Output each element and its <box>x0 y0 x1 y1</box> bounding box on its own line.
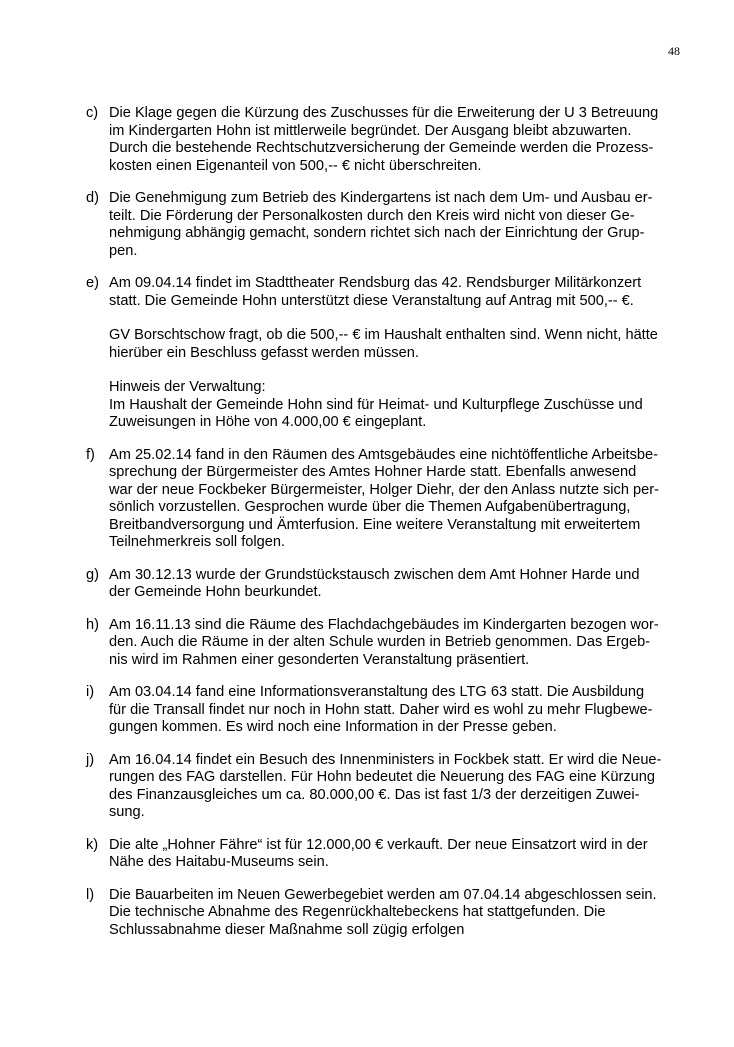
item-marker: d) <box>86 190 99 206</box>
text-line: kosten einen Eigenanteil von 500,-- € nicht überschreiten. <box>109 157 482 174</box>
text-line: rungen des FAG darstellen. Für Hohn bedeutet die Neuerung des FAG eine Kürzung <box>109 769 655 785</box>
text-line: Hinweis der Verwaltung: <box>109 379 266 395</box>
text-line: Durch die bestehende Rechtschutzversicherung der Gemeinde werden die Prozess- <box>109 140 654 156</box>
text-line: Die Klage gegen die Kürzung des Zuschusses für die Erweiterung der U 3 Betreuung <box>109 105 659 121</box>
item-marker: e) <box>86 275 99 291</box>
item-marker: h) <box>86 616 99 633</box>
text-line: sprechung der Bürgermeister des Amtes Hohner Harde statt. Ebenfalls anwesend <box>109 464 637 480</box>
item-paragraph <box>109 190 682 260</box>
list-item <box>86 684 682 737</box>
item-marker: g) <box>86 566 99 583</box>
item-marker: j) <box>86 751 95 768</box>
text-line: Die Genehmigung zum Betrieb des Kindergartens ist nach dem Um- und Ausbau er- <box>109 190 653 206</box>
text-line: pen. <box>109 242 138 259</box>
item-paragraph <box>109 684 682 737</box>
text-line: sung. <box>109 804 145 820</box>
list-item <box>86 190 682 260</box>
text-line: statt. Die Gemeinde Hohn unterstützt diese Veranstaltung auf Antrag mit 500,-- €. <box>109 292 634 309</box>
item-paragraph <box>109 327 682 362</box>
item-marker: l) <box>86 886 95 903</box>
text-line: im Kindergarten Hohn ist mittlerweile begründet. Der Ausgang bleibt abzuwarten. <box>109 122 632 139</box>
item-paragraph <box>109 567 682 602</box>
text-line: hierüber ein Beschluss gefasst werden müssen. <box>109 344 419 361</box>
list-item <box>86 105 682 175</box>
text-line: nis wird im Rahmen einer gesonderten Veranstaltung präsentiert. <box>109 651 530 668</box>
text-line: Teilnehmerkreis soll folgen. <box>109 534 286 550</box>
text-line: gungen kommen. Es wird noch eine Information in der Presse geben. <box>109 719 557 735</box>
text-line: sönlich vorzustellen. Gesprochen wurde über die Themen Aufgabenübertragung, <box>109 499 631 515</box>
list-item <box>86 887 682 940</box>
item-paragraph <box>109 887 682 940</box>
text-line: Die alte „Hohner Fähre“ ist für 12.000,00 € verkauft. Der neue Einsatzort wird in der <box>109 836 648 853</box>
list-item <box>86 447 682 552</box>
text-line: Im Haushalt der Gemeinde Hohn sind für Heimat- und Kulturpflege Zuschüsse und <box>109 396 643 413</box>
item-marker: k) <box>86 836 99 853</box>
text-line: Am 25.02.14 fand in den Räumen des Amtsgebäudes eine nichtöffentliche Arbeitsbe- <box>109 446 658 463</box>
text-line: Breitbandversorgung und Ämterfusion. Eine weitere Veranstaltung mit erweitertem <box>109 516 641 533</box>
text-line: Zuweisungen in Höhe von 4.000,00 € eingeplant. <box>109 414 427 430</box>
item-list <box>86 105 682 954</box>
page-number: 48 <box>668 44 680 58</box>
item-paragraph <box>109 275 682 310</box>
list-item <box>86 617 682 670</box>
item-paragraph <box>109 837 682 872</box>
text-line: war der neue Fockbeker Bürgermeister, Holger Diehr, der den Anlass nutzte sich per- <box>109 481 659 498</box>
item-paragraph <box>109 752 682 822</box>
text-line: Am 09.04.14 findet im Stadttheater Rendsburg das 42. Rendsburger Militärkonzert <box>109 275 642 291</box>
text-line: nehmigung abhängig gemacht, sondern richtet sich nach der Einrichtung der Grup- <box>109 225 645 241</box>
text-line: teilt. Die Förderung der Personalkosten durch den Kreis wird nicht von dieser Ge- <box>109 207 635 224</box>
text-line: Die Bauarbeiten im Neuen Gewerbegebiet werden am 07.04.14 abgeschlossen sein. <box>109 886 657 903</box>
item-marker: f) <box>86 446 95 463</box>
text-line: des Finanzausgleiches um ca. 80.000,00 €. Das ist fast 1/3 der derzeitigen Zuwei- <box>109 786 640 803</box>
text-line: den. Auch die Räume in der alten Schule wurden in Betrieb genommen. Das Ergeb- <box>109 634 651 650</box>
text-line: Am 16.11.13 sind die Räume des Flachdachgebäudes im Kindergarten bezogen wor- <box>109 616 659 633</box>
item-paragraph <box>109 379 682 432</box>
list-item <box>86 567 682 602</box>
item-paragraph <box>109 617 682 670</box>
item-marker: i) <box>86 684 95 700</box>
item-paragraph <box>109 447 682 552</box>
text-line: Schlussabnahme dieser Maßnahme soll zügig erfolgen <box>109 921 465 938</box>
text-line: Am 30.12.13 wurde der Grundstückstausch zwischen dem Amt Hohner Harde und <box>109 566 640 583</box>
text-line: GV Borschtschow fragt, ob die 500,-- € im Haushalt enthalten sind. Wenn nicht, hätte <box>109 327 658 343</box>
item-marker: c) <box>86 105 99 121</box>
list-item <box>86 752 682 822</box>
text-line: Nähe des Haitabu-Museums sein. <box>109 854 329 870</box>
list-item <box>86 275 682 432</box>
text-line: Die technische Abnahme des Regenrückhaltebeckens hat stattgefunden. Die <box>109 904 606 920</box>
text-line: Am 03.04.14 fand eine Informationsveranstaltung des LTG 63 statt. Die Ausbildung <box>109 684 645 700</box>
text-line: der Gemeinde Hohn beurkundet. <box>109 584 322 600</box>
list-item <box>86 837 682 872</box>
item-paragraph <box>109 105 682 175</box>
text-line: Am 16.04.14 findet ein Besuch des Innenministers in Fockbek statt. Er wird die Neue- <box>109 751 662 768</box>
text-line: für die Transall findet nur noch in Hohn statt. Daher wird es wohl zu mehr Flugbewe- <box>109 701 653 718</box>
